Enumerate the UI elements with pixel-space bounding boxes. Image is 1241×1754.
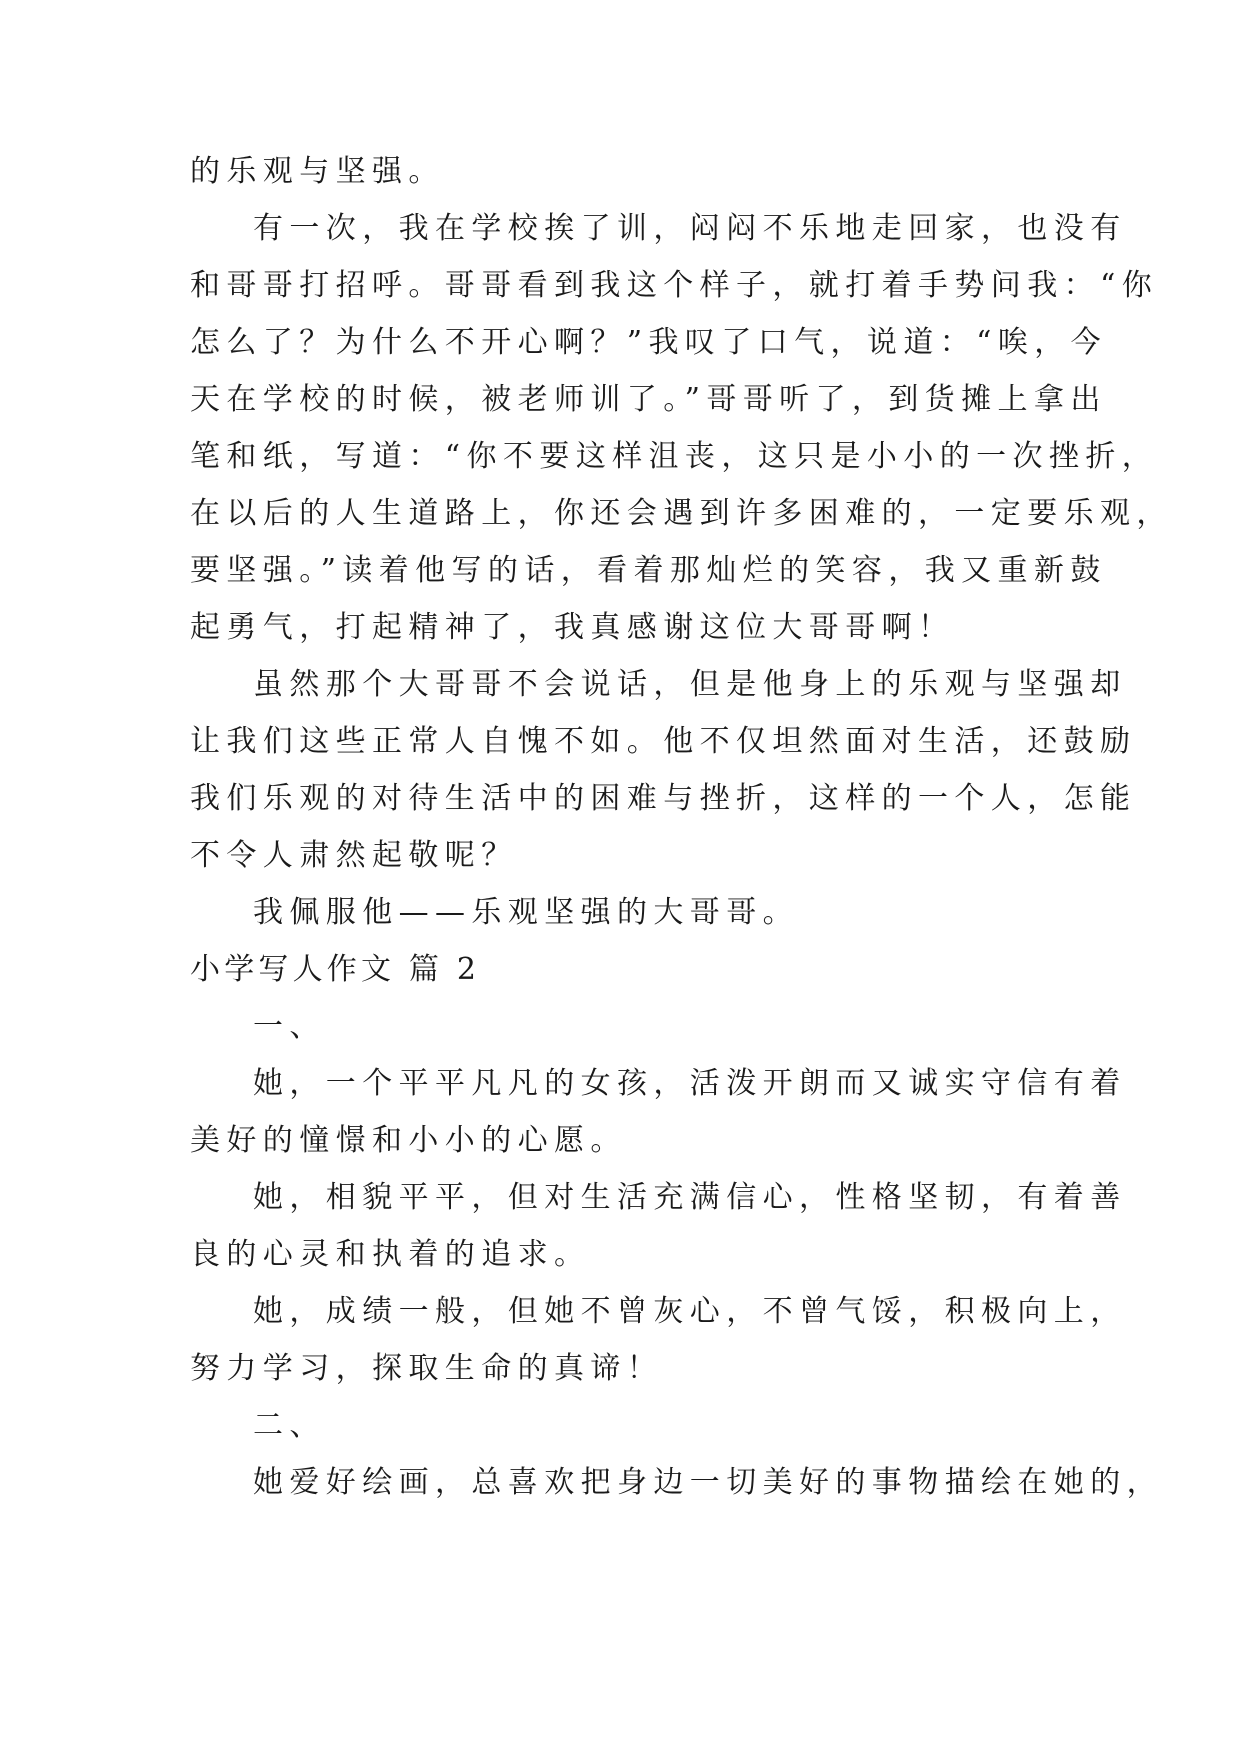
paragraph-line: 她，一个平平凡凡的女孩，活泼开朗而又诚实守信有着 bbox=[253, 1066, 1127, 1101]
section-number: 一、 bbox=[253, 1009, 326, 1044]
paragraph-line: 天在学校的时候，被老师训了。”哥哥听了，到货摊上拿出 bbox=[190, 382, 1107, 417]
paragraph-line: 美好的憧憬和小小的心愿。 bbox=[190, 1123, 627, 1158]
paragraph-line: 让我们这些正常人自愧不如。他不仅坦然面对生活，还鼓励 bbox=[190, 724, 1137, 759]
paragraph-line: 虽然那个大哥哥不会说话，但是他身上的乐观与坚强却 bbox=[253, 667, 1127, 702]
paragraph-line: 起勇气，打起精神了，我真感谢这位大哥哥啊！ bbox=[190, 610, 955, 645]
paragraph-line: 笔和纸，写道：“你不要这样沮丧，这只是小小的一次挫折， bbox=[190, 439, 1159, 474]
paragraph-line: 的乐观与坚强。 bbox=[190, 154, 445, 189]
paragraph-line: 怎么了？为什么不开心啊？”我叹了口气，说道：“唉，今 bbox=[190, 325, 1108, 360]
section-number: 二、 bbox=[253, 1408, 326, 1443]
section-heading: 小学写人作文 篇 2 bbox=[190, 952, 481, 987]
paragraph-line: 我佩服他——乐观坚强的大哥哥。 bbox=[253, 895, 799, 930]
paragraph-line: 在以后的人生道路上，你还会遇到许多困难的，一定要乐观， bbox=[190, 496, 1173, 531]
paragraph-line: 她爱好绘画，总喜欢把身边一切美好的事物描绘在她的， bbox=[253, 1465, 1163, 1500]
paragraph-line: 不令人肃然起敬呢？ bbox=[190, 838, 518, 873]
paragraph-line: 努力学习，探取生命的真谛！ bbox=[190, 1351, 664, 1386]
paragraph-line: 有一次，我在学校挨了训，闷闷不乐地走回家，也没有 bbox=[253, 211, 1127, 246]
paragraph-line: 她，成绩一般，但她不曾灰心，不曾气馁，积极向上， bbox=[253, 1294, 1127, 1329]
paragraph-line: 要坚强。”读着他写的话，看着那灿烂的笑容，我又重新鼓 bbox=[190, 553, 1107, 588]
paragraph-line: 良的心灵和执着的追求。 bbox=[190, 1237, 591, 1272]
paragraph-line: 她，相貌平平，但对生活充满信心，性格坚韧，有着善 bbox=[253, 1180, 1127, 1215]
paragraph-line: 我们乐观的对待生活中的困难与挫折，这样的一个人，怎能 bbox=[190, 781, 1137, 816]
paragraph-line: 和哥哥打招呼。哥哥看到我这个样子，就打着手势问我：“你 bbox=[190, 268, 1159, 303]
